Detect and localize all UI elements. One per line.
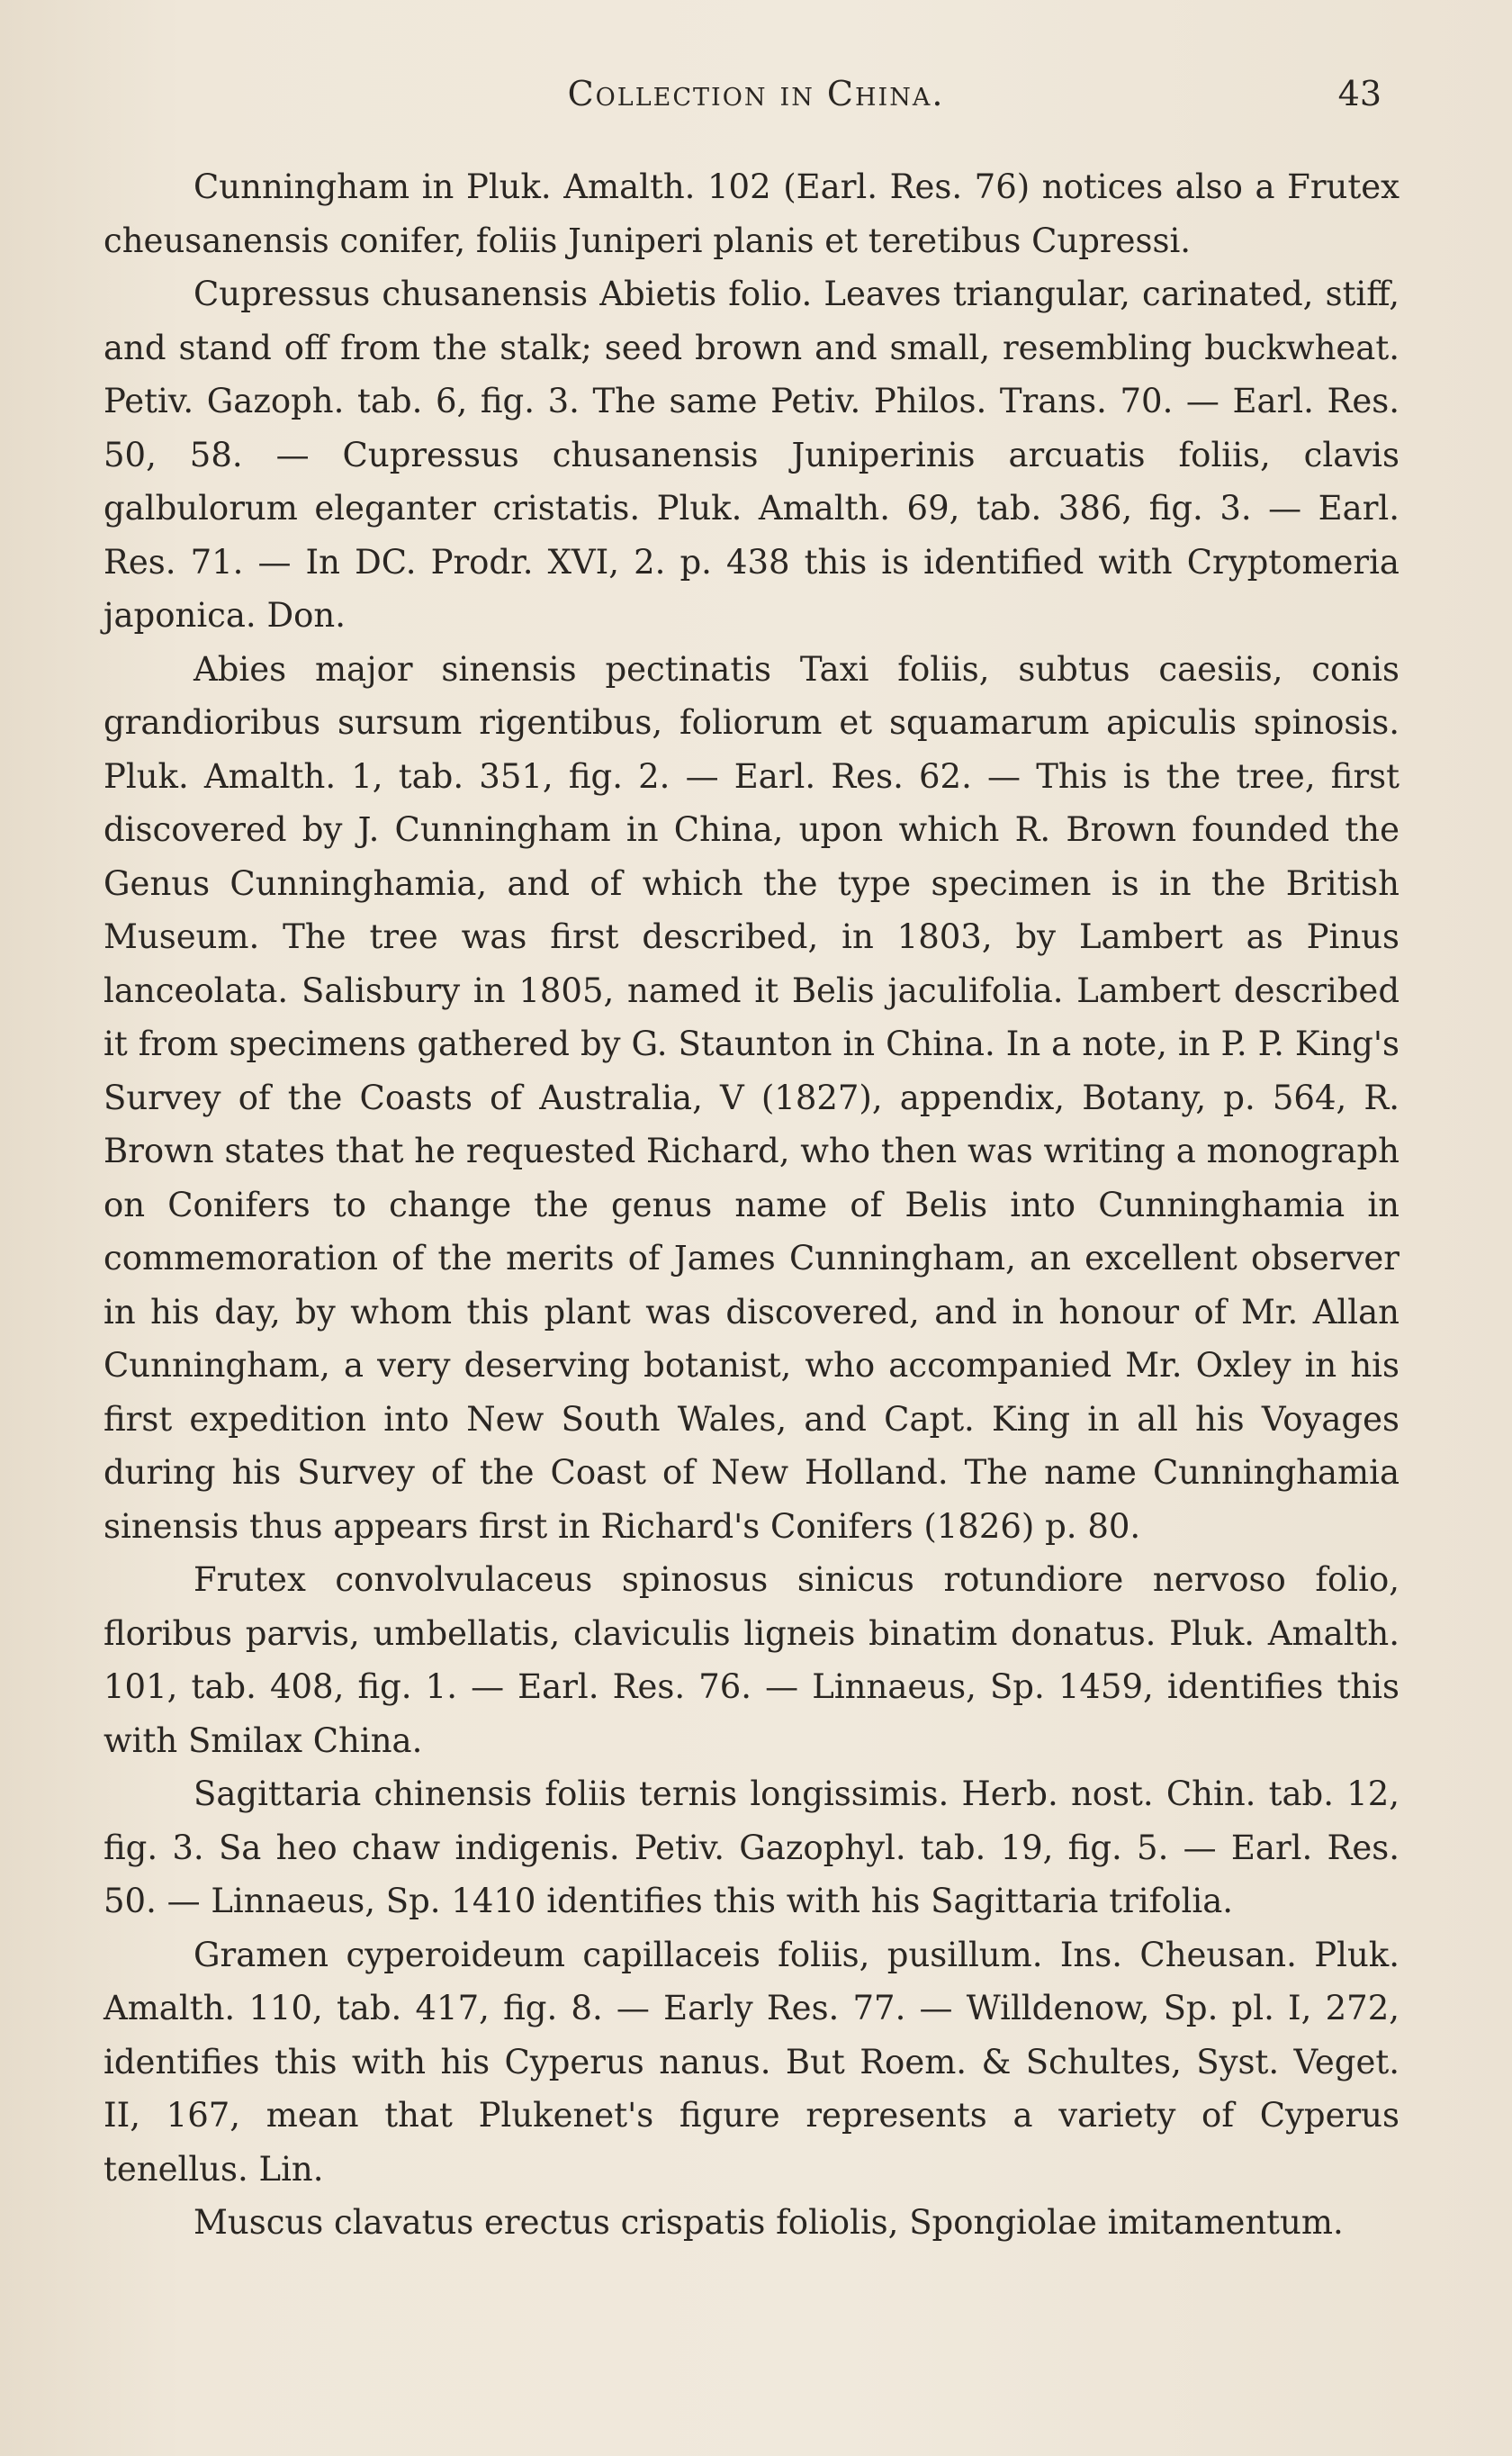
body-text [104, 160, 1400, 2250]
paragraph-gramen: Gramen cyperoideum capillaceis foliis, pusillum. Ins. Cheusan. Pluk. Amalth. 110, tab. 417, fig. 8. — Early Res. 77. — Willdenow, Sp. pl. I, 272, identifies this with his Cyperus nanus. But Roem. & Schultes, Syst. Veget. II, 167, mean that Plukenet's figure represents a variety of Cyperus tenellus. Lin. [104, 1935, 1400, 2189]
paragraph-frutex-convolvulaceus: Frutex convolvulaceus spinosus sinicus rotundiore nervoso folio, floribus parvis, umbellatis, claviculis ligneis binatim donatus. Pluk. Amalth. 101, tab. 408, fig. 1. — Earl. Res. 76. — Linnaeus, Sp. 1459, identifies this with Smilax China. [104, 1560, 1400, 1760]
paragraph-cunningham-frutex: Cunningham in Pluk. Amalth. 102 (Earl. Res. 76) notices also a Frutex cheusanensis conifer, foliis Juniperi planis et teretibus Cupressi. [104, 167, 1400, 260]
running-title: Collection in China. [567, 74, 945, 113]
paragraph-muscus: Muscus clavatus erectus crispatis foliolis, Spongiolae imitamentum. [194, 2203, 1344, 2242]
page-number: 43 [1337, 74, 1382, 113]
paragraph-cupressus: Cupressus chusanensis Abietis folio. Leaves triangular, carinated, stiff, and stand off from the stalk; seed brown and small, resembling buckwheat. Petiv. Gazoph. tab. 6, fig. 3. The same Petiv. Philos. Trans. 70. — Earl. Res. 50, 58. — Cupressus chusanensis Juniperinis arcuatis foliis, clavis galbulorum eleganter cristatis. Pluk. Amalth. 69, tab. 386, fig. 3. — Earl. Res. 71. — In DC. Prodr. XVI, 2. p. 438 this is identified with Cryptomeria japonica. Don. [104, 275, 1400, 635]
paragraph-sagittaria: Sagittaria chinensis foliis ternis longissimis. Herb. nost. Chin. tab. 12, fig. 3. Sa heo chaw indigenis. Petiv. Gazophyl. tab. 19, fig. 5. — Earl. Res. 50. — Linnaeus, Sp. 1410 identifies this with his Sagittaria trifolia. [104, 1774, 1400, 1920]
running-head [0, 74, 1512, 119]
paragraph-abies: Abies major sinensis pectinatis Taxi foliis, subtus caesiis, conis grandioribus sursum rigentibus, foliorum et squamarum apiculis spinosis. Pluk. Amalth. 1, tab. 351, fig. 2. — Earl. Res. 62. — This is the tree, first discovered by J. Cunningham in China, upon which R. Brown founded the Genus Cunninghamia, and of which the type specimen is in the British Museum. The tree was first described, in 1803, by Lambert as Pinus lanceolata. Salisbury in 1805, named it Belis jaculifolia. Lambert described it from specimens gathered by G. Staunton in China. In a note, in P. P. King's Survey of the Coasts of Australia, V (1827), appendix, Botany, p. 564, R. Brown states that he requested Richard, who then was writing a monograph on Conifers to change the genus name of Belis into Cunninghamia in commemoration of the merits of James Cunningham, an excellent observer in his day, by whom this plant was discovered, and in honour of Mr. Allan Cunningham, a very deserving botanist, who accompanied Mr. Oxley in his first expedition into New South Wales, and Capt. King in all his Voyages during his Survey of the Coast of New Holland. The name Cunninghamia sinensis thus appears first in Richard's Conifers (1826) p. 80. [104, 649, 1400, 1546]
